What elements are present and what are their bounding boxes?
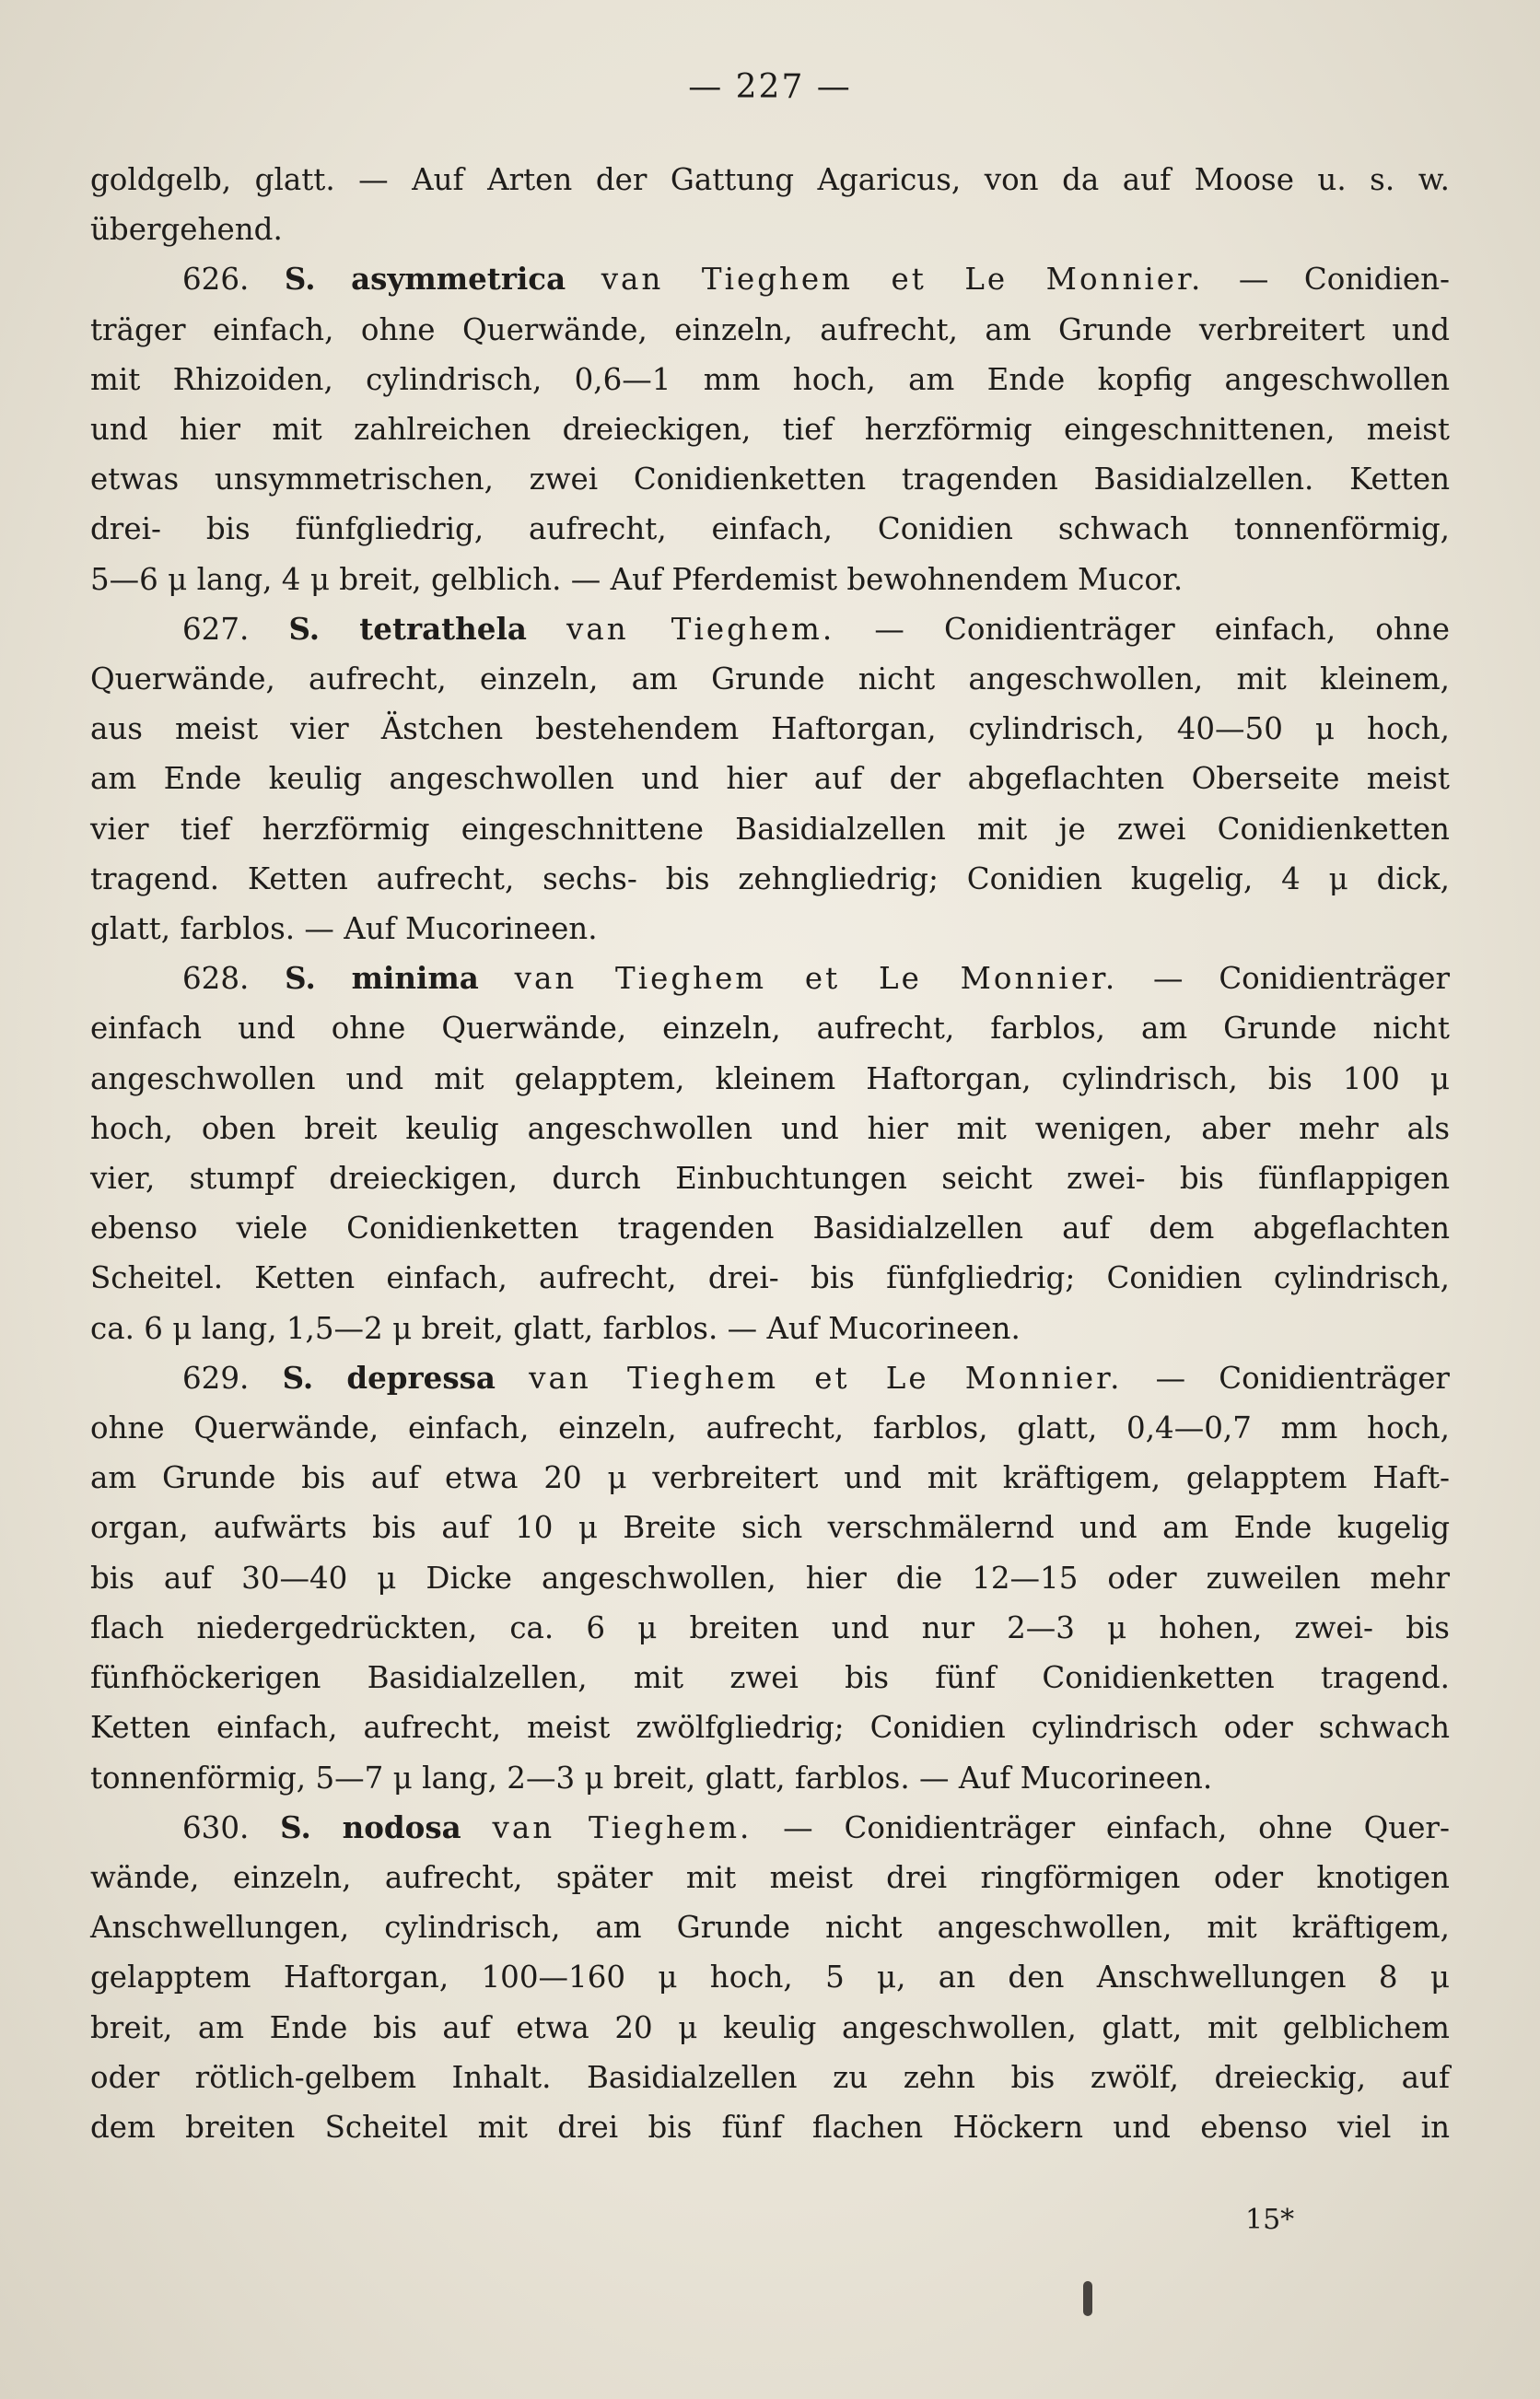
entry-first-line — [90, 254, 1450, 304]
entry-text: — Conidien- — [1238, 262, 1451, 298]
text-line: ebenso viele Conidienketten tragenden Basidialzellen auf dem abgeflachten — [90, 1211, 1450, 1246]
text-line: übergehend. — [90, 212, 283, 248]
text-line: gelapptem Haftorgan, 100—160 μ hoch, 5 μ, an den Anschwellungen 8 μ — [90, 1960, 1450, 1995]
ink-blot — [1083, 2281, 1092, 2316]
entry-number: 627. — [182, 611, 250, 647]
text-line: 5—6 μ lang, 4 μ breit, gelblich. — Auf Pferdemist bewohnendem Mucor. — [90, 561, 1184, 597]
genus-abbrev: S. — [284, 261, 316, 298]
text-line: Anschwellungen, cylindrisch, am Grunde nicht angeschwollen, mit kräftigem, — [90, 1910, 1450, 1946]
text-line: träger einfach, ohne Querwände, einzeln, aufrecht, am Grunde verbreitert und — [90, 311, 1450, 347]
entry-first-line — [90, 954, 1450, 1003]
entry-text: — Conidienträger — [1155, 1360, 1450, 1396]
entry-first-line — [90, 1803, 1450, 1853]
species-author: van Tieghem. — [566, 611, 835, 647]
text-line: organ, aufwärts bis auf 10 μ Breite sich verschmälernd und am Ende kugelig — [90, 1510, 1450, 1546]
species-name: asymmetrica — [351, 261, 566, 298]
text-line: breit, am Ende bis auf etwa 20 μ keulig angeschwollen, glatt, mit gelblichem — [90, 2009, 1450, 2045]
species-name: nodosa — [342, 1808, 461, 1845]
page-body — [90, 155, 1450, 2152]
text-line: flach niedergedrückten, ca. 6 μ breiten und nur 2—3 μ hohen, zwei- bis — [90, 1609, 1450, 1645]
text-line: etwas unsymmetrischen, zwei Conidienketten tragenden Basidialzellen. Ketten — [90, 462, 1450, 497]
text-line: drei- bis fünfgliedrig, aufrecht, einfach, Conidien schwach tonnenförmig, — [90, 511, 1450, 547]
text-line: einfach und ohne Querwände, einzeln, aufrecht, farblos, am Grunde nicht — [90, 1011, 1450, 1047]
signature-mark: 15* — [1245, 2204, 1295, 2236]
species-entry-628 — [90, 954, 1450, 1353]
paragraph-continuation — [90, 155, 1450, 254]
entry-number: 626. — [182, 262, 250, 298]
text-line: aus meist vier Ästchen bestehendem Haftorgan, cylindrisch, 40—50 μ hoch, — [90, 711, 1450, 747]
species-author: van Tieghem et Le Monnier. — [529, 1360, 1123, 1396]
text-line: am Ende keulig angeschwollen und hier auf der abgeflachten Oberseite meist — [90, 761, 1450, 797]
text-line: tragend. Ketten aufrecht, sechs- bis zehngliedrig; Conidien kugelig, 4 μ dick, — [90, 860, 1450, 896]
text-line: vier, stumpf dreieckigen, durch Einbuchtungen seicht zwei- bis fünflappigen — [90, 1161, 1450, 1197]
text-line: goldgelb, glatt. — Auf Arten der Gattung Agaricus, von da auf Moose u. s. w. — [90, 162, 1450, 197]
entry-number: 630. — [182, 1809, 250, 1845]
page-number: — 227 — — [688, 68, 852, 106]
species-author: van Tieghem. — [492, 1809, 752, 1845]
entry-text: — Conidienträger einfach, ohne — [874, 611, 1450, 647]
entry-text: — Conidienträger einfach, ohne Quer- — [783, 1809, 1450, 1845]
genus-abbrev: S. — [288, 610, 321, 647]
text-line: dem breiten Scheitel mit drei bis fünf flachen Höckern und ebenso viel in — [90, 2109, 1450, 2145]
text-line: fünfhöckerigen Basidialzellen, mit zwei bis fünf Conidienketten tragend. — [90, 1660, 1450, 1696]
text-line: ohne Querwände, einfach, einzeln, aufrecht, farblos, glatt, 0,4—0,7 mm hoch, — [90, 1410, 1450, 1446]
entry-first-line — [90, 604, 1450, 654]
text-line: und hier mit zahlreichen dreieckigen, tief herzförmig eingeschnittenen, meist — [90, 412, 1450, 448]
text-line: ca. 6 μ lang, 1,5—2 μ breit, glatt, farblos. — Auf Mucorineen. — [90, 1310, 1021, 1346]
species-entry-630 — [90, 1803, 1450, 2152]
species-entry-627 — [90, 604, 1450, 954]
species-author: van Tieghem et Le Monnier. — [601, 262, 1204, 298]
text-line: Querwände, aufrecht, einzeln, am Grunde nicht angeschwollen, mit kleinem, — [90, 661, 1450, 697]
entry-number: 628. — [182, 961, 250, 997]
text-line: tonnenförmig, 5—7 μ lang, 2—3 μ breit, glatt, farblos. — Auf Mucorineen. — [90, 1760, 1213, 1796]
genus-abbrev: S. — [282, 1359, 314, 1396]
text-line: wände, einzeln, aufrecht, später mit meist drei ringförmigen oder knotigen — [90, 1859, 1450, 1895]
text-line: vier tief herzförmig eingeschnittene Basidialzellen mit je zwei Conidienketten — [90, 811, 1450, 847]
text-line: am Grunde bis auf etwa 20 μ verbreitert und mit kräftigem, gelapptem Haft- — [90, 1460, 1450, 1496]
text-line: Ketten einfach, aufrecht, meist zwölfgliedrig; Conidien cylindrisch oder schwach — [90, 1710, 1450, 1746]
species-author: van Tieghem et Le Monnier. — [514, 961, 1118, 997]
species-name: depressa — [346, 1359, 496, 1396]
text-line: oder rötlich-gelbem Inhalt. Basidialzellen zu zehn bis zwölf, dreieckig, auf — [90, 2059, 1450, 2095]
entry-text: — Conidienträger — [1153, 961, 1450, 997]
text-line: hoch, oben breit keulig angeschwollen und hier mit wenigen, aber mehr als — [90, 1110, 1450, 1146]
text-line: glatt, farblos. — Auf Mucorineen. — [90, 911, 598, 947]
genus-abbrev: S. — [280, 1808, 311, 1845]
text-line: mit Rhizoiden, cylindrisch, 0,6—1 mm hoch, am Ende kopfig angeschwollen — [90, 361, 1450, 397]
species-entry-626 — [90, 254, 1450, 603]
entry-first-line — [90, 1353, 1450, 1403]
genus-abbrev: S. — [285, 960, 316, 997]
text-line: Scheitel. Ketten einfach, aufrecht, drei- bis fünfgliedrig; Conidien cylindrisch, — [90, 1260, 1450, 1296]
text-line: bis auf 30—40 μ Dicke angeschwollen, hier die 12—15 oder zuweilen mehr — [90, 1560, 1450, 1596]
entry-number: 629. — [182, 1360, 250, 1396]
species-entry-629 — [90, 1353, 1450, 1803]
text-line: angeschwollen und mit gelapptem, kleinem Haftorgan, cylindrisch, bis 100 μ — [90, 1060, 1450, 1096]
species-name: tetrathela — [359, 610, 527, 647]
species-name: minima — [351, 960, 479, 997]
